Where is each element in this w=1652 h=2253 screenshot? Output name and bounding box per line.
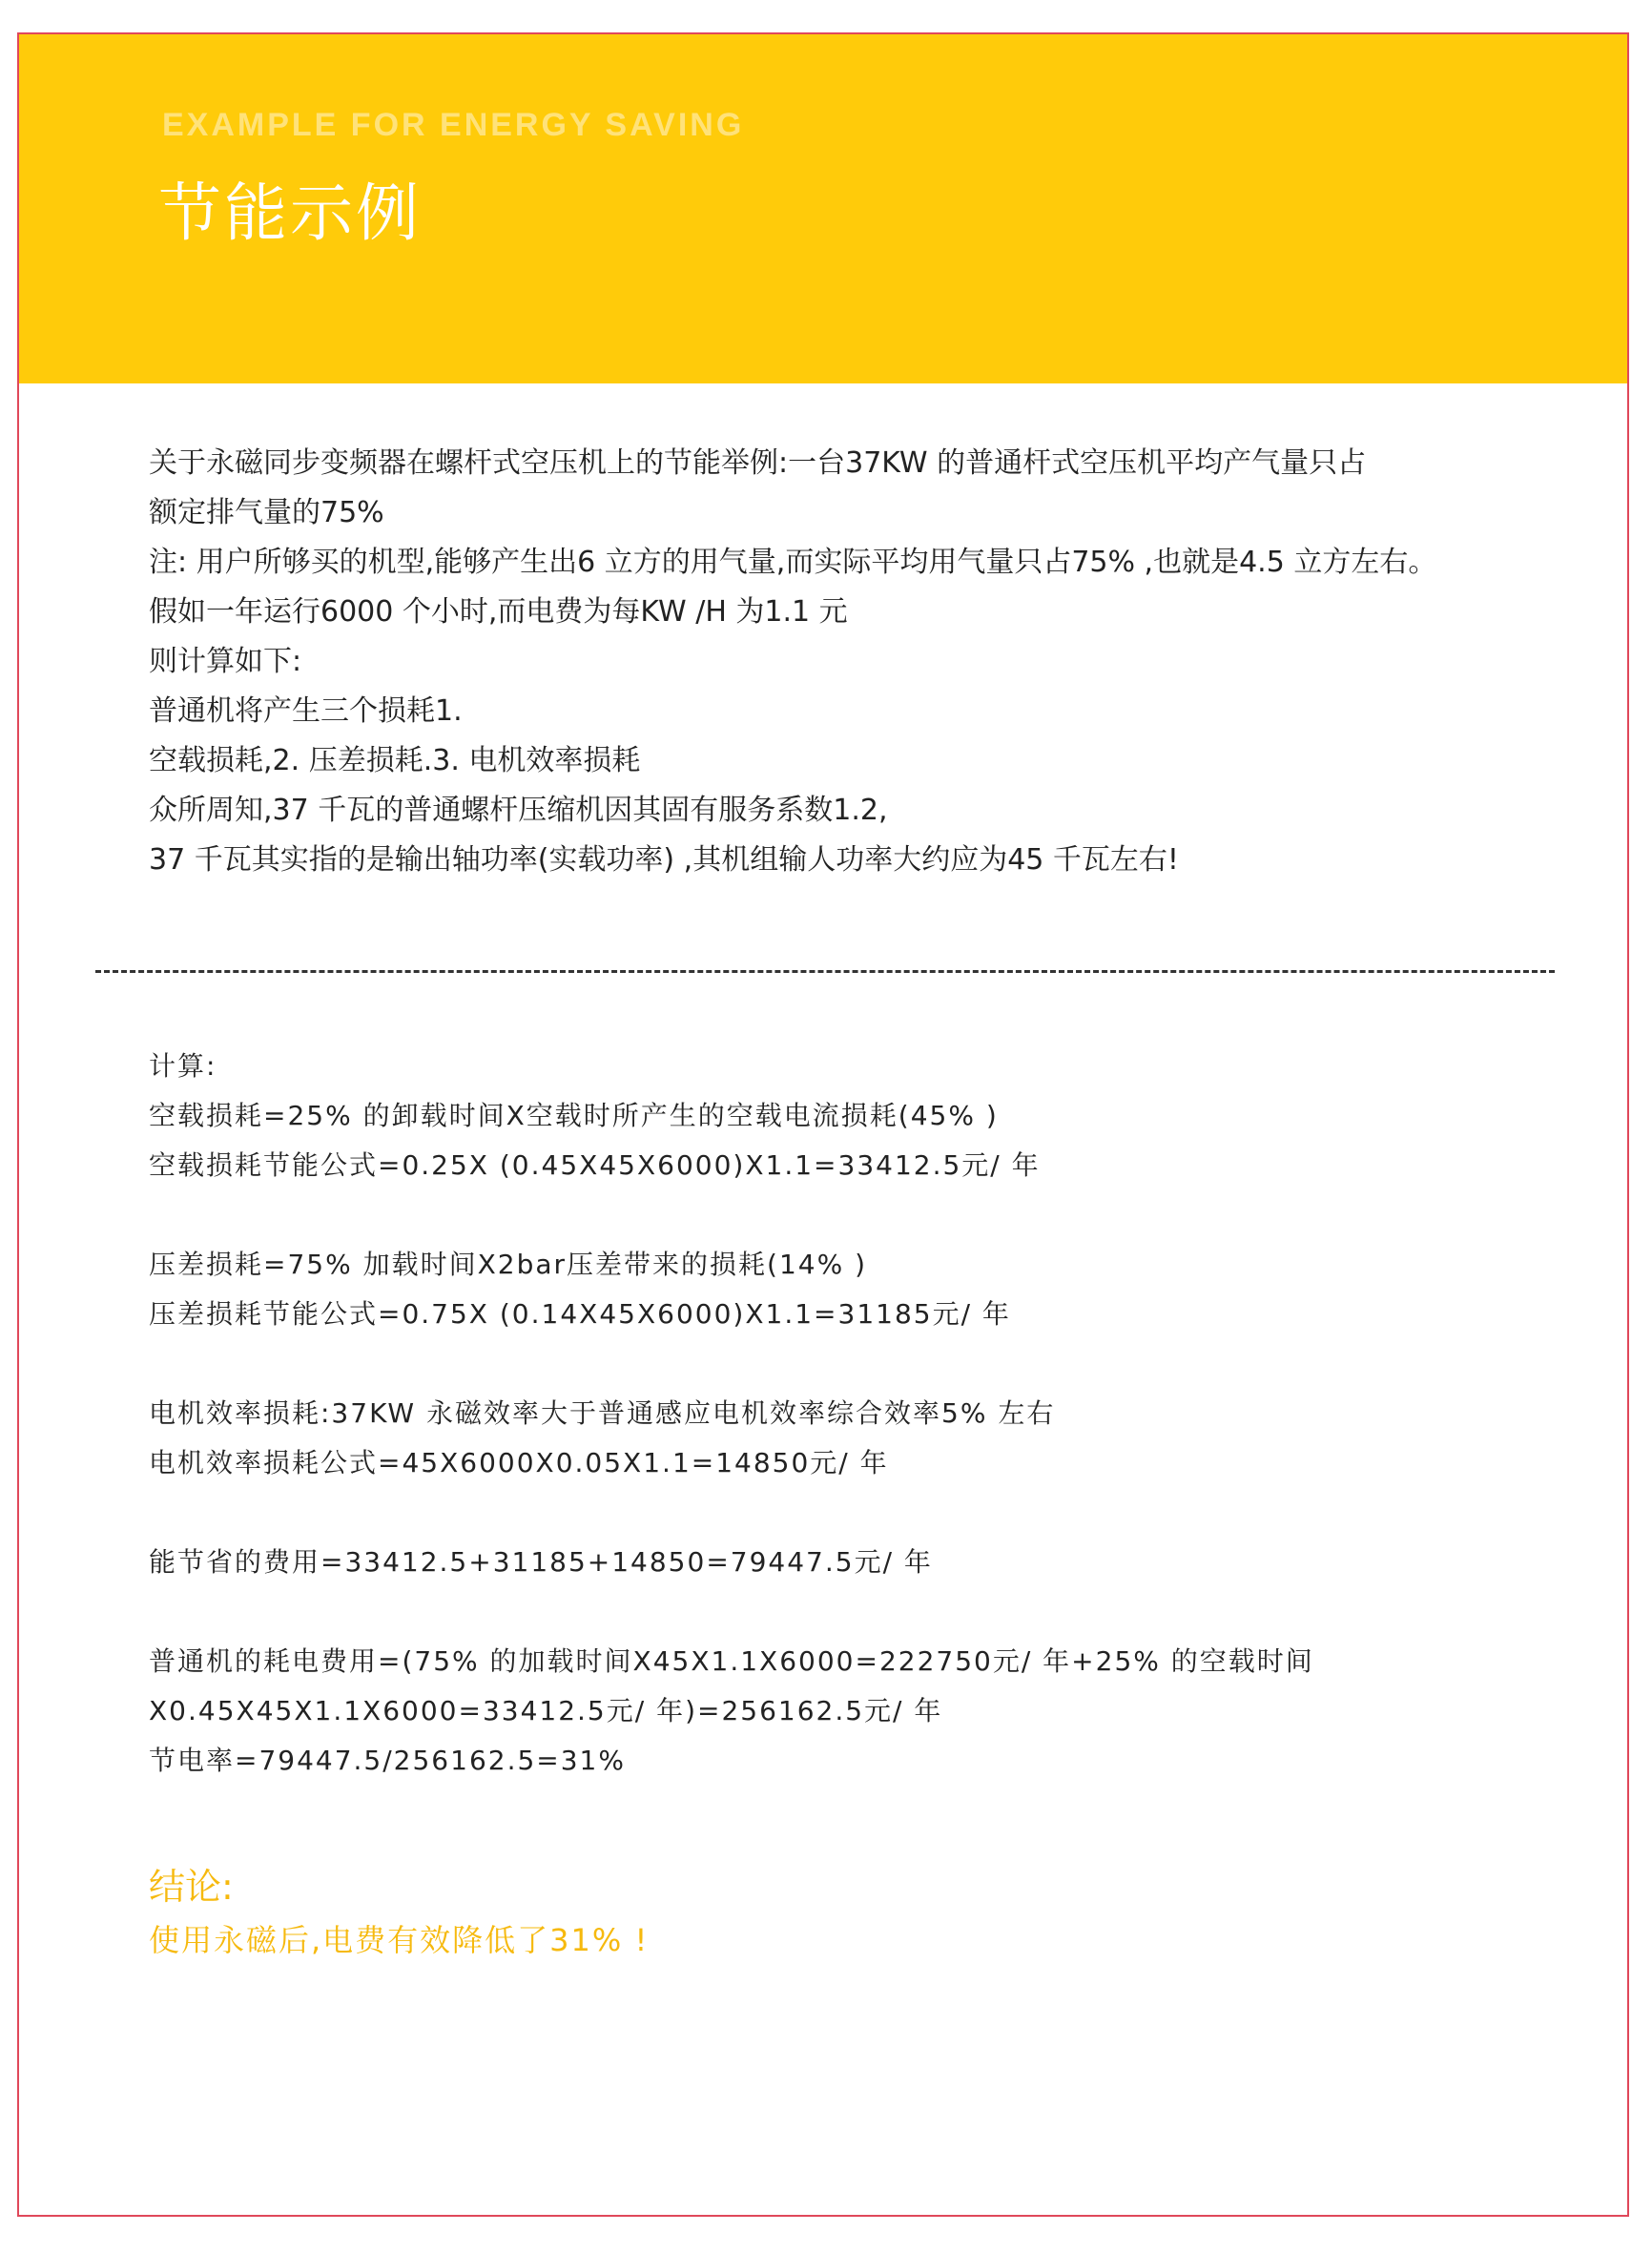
- saving-total: 能节省的费用=33412.5+31185+14850=79447.5元/ 年: [149, 1546, 933, 1578]
- noload-formula: 空载损耗节能公式=0.25X (0.45X45X6000)X1.1=33412.5元/ 年: [149, 1149, 1041, 1181]
- cost-line-2: X0.45X45X1.1X6000=33412.5元/ 年)=256162.5元/ 年: [149, 1695, 943, 1726]
- saving-rate: 节电率=79447.5/256162.5=31%: [149, 1745, 626, 1776]
- intro-line: 假如一年运行6000 个小时,而电费为每KW /H 为1.1 元: [149, 595, 848, 629]
- noload-description: 空载损耗=25% 的卸载时间X空载时所产生的空载电流损耗(45% ): [149, 1100, 999, 1131]
- pressure-formula: 压差损耗节能公式=0.75X (0.14X45X6000)X1.1=31185元/ 年: [149, 1298, 1011, 1330]
- conclusion-title: 结论:: [149, 1866, 234, 1908]
- intro-line: 关于永磁同步变频器在螺杆式空压机上的节能举例:一台37KW 的普通杆式空压机平均产气量只占: [149, 446, 1367, 480]
- motor-description: 电机效率损耗:37KW 永磁效率大于普通感应电机效率综合效率5% 左右: [149, 1397, 1056, 1429]
- intro-line: 则计算如下:: [149, 645, 302, 678]
- pressure-description: 压差损耗=75% 加载时间X2bar压差带来的损耗(14% ): [149, 1249, 868, 1280]
- calc-section: [149, 1042, 1532, 1786]
- header-title-en: EXAMPLE FOR ENERGY SAVING: [162, 107, 745, 143]
- calc-heading: 计算:: [149, 1050, 217, 1082]
- conclusion-section: [149, 1860, 1532, 1967]
- intro-section: [149, 439, 1532, 885]
- intro-line: 空载损耗,2. 压差损耗.3. 电机效率损耗: [149, 744, 641, 777]
- intro-line: 注: 用户所够买的机型,能够产生出6 立方的用气量,而实际平均用气量只占75% ,也就是4.5 立方左右。: [149, 546, 1437, 579]
- motor-formula: 电机效率损耗公式=45X6000X0.05X1.1=14850元/ 年: [149, 1447, 889, 1478]
- intro-line: 普通机将产生三个损耗1.: [149, 694, 463, 728]
- intro-line: 众所周知,37 千瓦的普通螺杆压缩机因其固有服务系数1.2,: [149, 794, 888, 827]
- dashed-divider: [95, 970, 1555, 973]
- header-title-cn: 节能示例: [158, 176, 422, 250]
- conclusion-text: 使用永磁后,电费有效降低了31% !: [149, 1922, 650, 1958]
- cost-line-1: 普通机的耗电费用=(75% 的加载时间X45X1.1X6000=222750元/ 年+25% 的空载时间: [149, 1645, 1314, 1677]
- intro-line: 额定排气量的75%: [149, 496, 384, 529]
- intro-line: 37 千瓦其实指的是输出轴功率(实载功率) ,其机组输人功率大约应为45 千瓦左右!: [149, 843, 1179, 877]
